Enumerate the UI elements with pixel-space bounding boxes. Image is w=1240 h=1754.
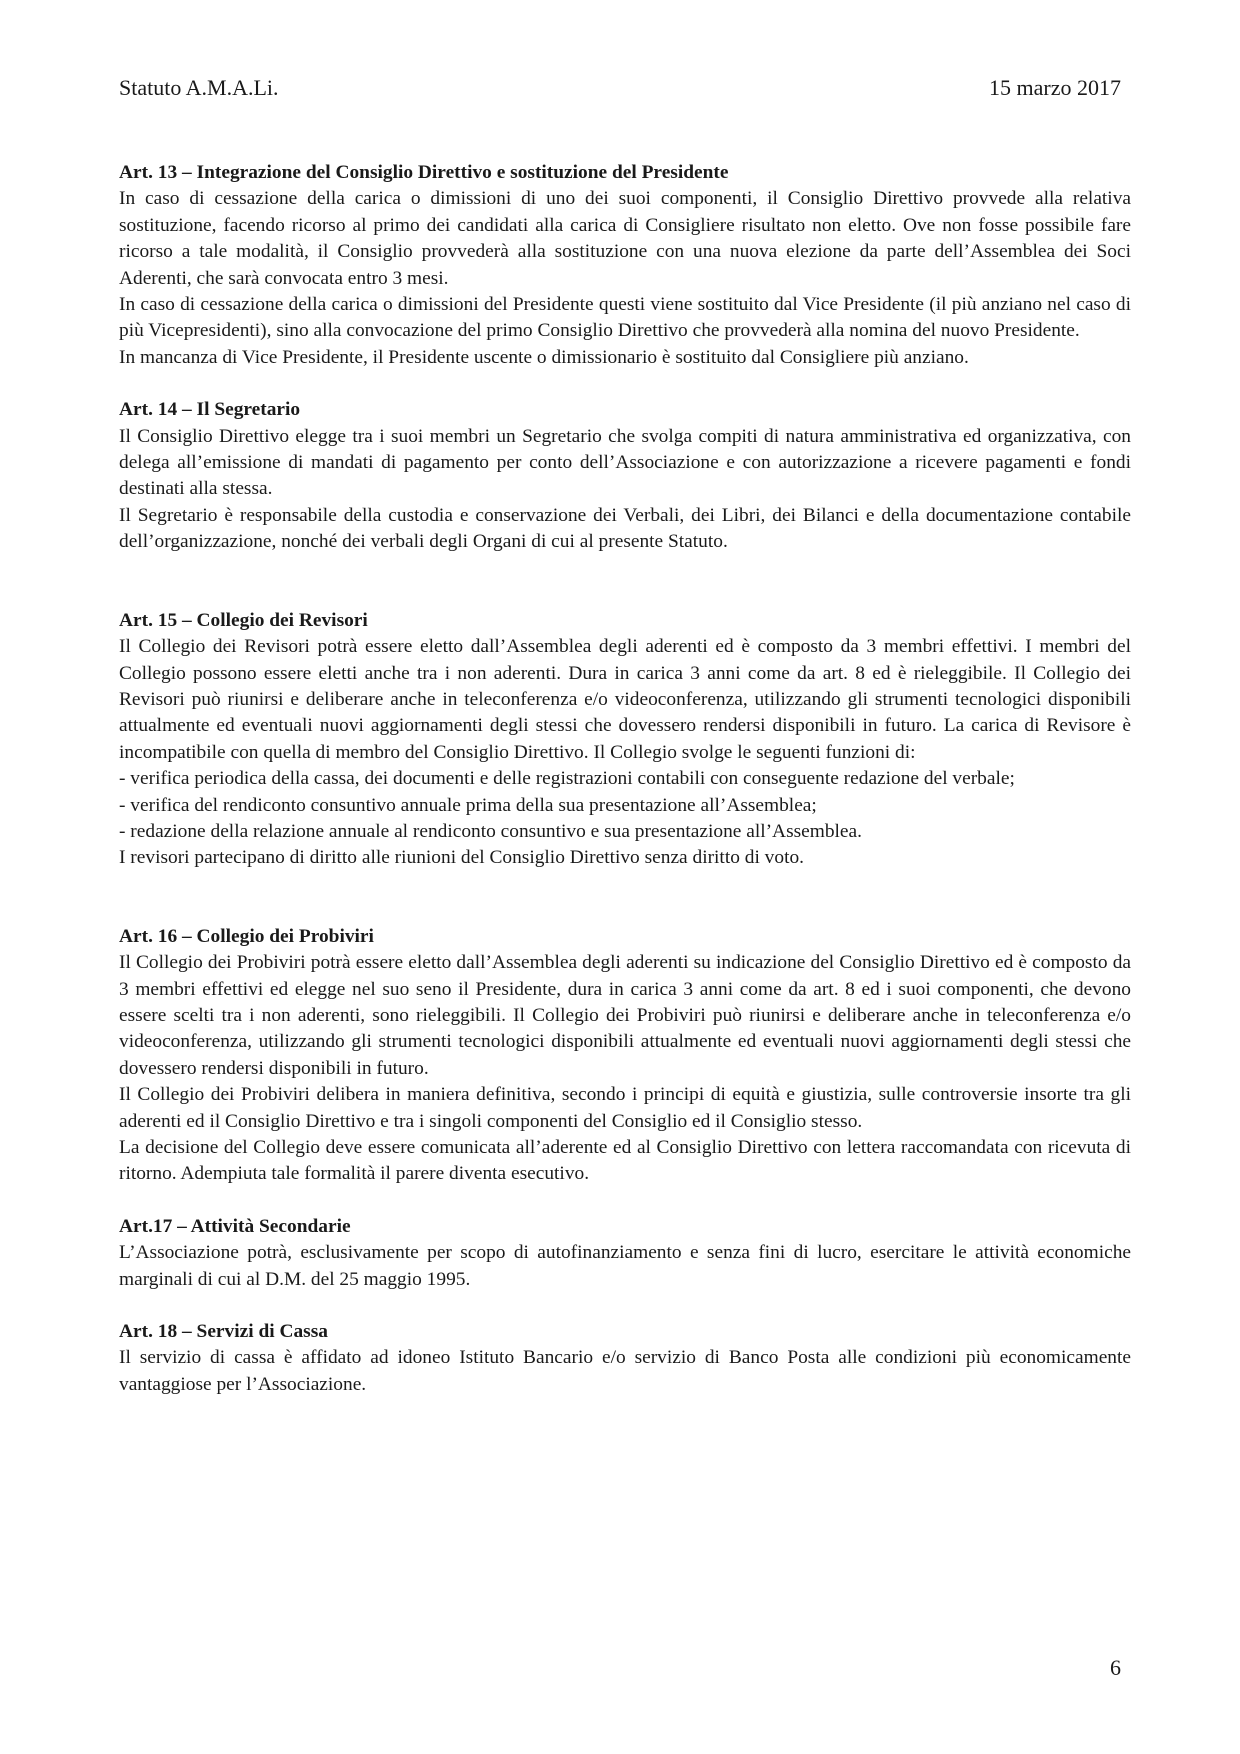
article-paragraph: L’Associazione potrà, esclusivamente per scopo di autofinanziamento e senza fini di lucro, esercitare le attività economiche marginali di cui al D.M. del 25 maggio 1995.	[119, 1242, 1131, 1290]
article-list-item: - verifica del rendiconto consuntivo annuale prima della sua presentazione all’Assemblea;	[119, 794, 817, 816]
article-18	[119, 1319, 1131, 1398]
article-paragraph: Il Consiglio Direttivo elegge tra i suoi membri un Segretario che svolga compiti di natura amministrativa ed organizzativa, con delega all’emissione di mandati di pagamento per conto dell’Associazione e con autorizzazione a ricevere pagamenti e fondi destinati alla stessa.	[119, 425, 1131, 500]
article-heading: Art. 16 – Collegio dei Probiviri	[119, 925, 374, 947]
article-paragraph: Il Segretario è responsabile della custodia e conservazione dei Verbali, dei Libri, dei Bilanci e della documentazione contabile dell’organizzazione, nonché dei verbali degli Organi di cui al presente Statuto.	[119, 504, 1131, 553]
document-date: 15 marzo 2017	[989, 75, 1121, 100]
article-heading: Art.17 – Attività Secondarie	[119, 1215, 351, 1237]
article-13	[119, 160, 1131, 371]
document-title: Statuto A.M.A.Li.	[119, 75, 279, 100]
article-paragraph: In mancanza di Vice Presidente, il Presidente uscente o dimissionario è sostituito dal Consigliere più anziano.	[119, 346, 969, 368]
article-paragraph: Il Collegio dei Probiviri potrà essere eletto dall’Assemblea degli aderenti su indicazione del Consiglio Direttivo ed è composto da 3 membri effettivi ed elegge nel suo seno il Presidente, dura in carica 3 anni come da art. 8 ed i suoi componenti, che devono essere scelti tra i non aderenti, sono rieleggibili. Il Collegio dei Probiviri può riunirsi e deliberare anche in teleconferenza e/o videoconferenza, utilizzando gli strumenti tecnologici disponibili attualmente ed eventuali nuovi aggiornamenti degli stessi che dovessero rendersi disponibili in futuro.	[119, 952, 1131, 1079]
article-14	[119, 397, 1131, 555]
article-list-item: - redazione della relazione annuale al rendiconto consuntivo e sua presentazione all’Assemblea.	[119, 820, 862, 842]
article-heading: Art. 18 – Servizi di Cassa	[119, 1321, 328, 1343]
article-list-item: - verifica periodica della cassa, dei documenti e delle registrazioni contabili con conseguente redazione del verbale;	[119, 768, 1015, 790]
article-paragraph: La decisione del Collegio deve essere comunicata all’aderente ed al Consiglio Direttivo con lettera raccomandata con ricevuta di ritorno. Adempiuta tale formalità il parere diventa esecutivo.	[119, 1137, 1131, 1185]
article-paragraph: In caso di cessazione della carica o dimissioni di uno dei suoi componenti, il Consiglio Direttivo provvede alla relativa sostituzione, facendo ricorso al primo dei candidati alla carica di Consigliere risultato non eletto. Ove non fosse possibile fare ricorso a tale modalità, il Consiglio provvederà alla sostituzione con una nuova elezione da parte dell’Assemblea dei Soci Aderenti, che sarà convocata entro 3 mesi.	[119, 188, 1131, 289]
article-15	[119, 608, 1131, 872]
article-16	[119, 924, 1131, 1188]
article-paragraph: Il Collegio dei Revisori potrà essere eletto dall’Assemblea degli aderenti ed è composto da 3 membri effettivi. I membri del Collegio possono essere eletti anche tra i non aderenti. Dura in carica 3 anni come da art. 8 ed è rieleggibile. Il Collegio dei Revisori può riunirsi e deliberare anche in teleconferenza e/o videoconferenza, utilizzando gli strumenti tecnologici disponibili attualmente ed eventuali nuovi aggiornamenti degli stessi che dovessero rendersi disponibili in futuro. La carica di Revisore è incompatibile con quella di membro del Consiglio Direttivo. Il Collegio svolge le seguenti funzioni di:	[119, 636, 1131, 763]
article-paragraph: Il servizio di cassa è affidato ad idoneo Istituto Bancario e/o servizio di Banco Posta alle condizioni più economicamente vantaggiose per l’Associazione.	[119, 1347, 1131, 1395]
article-paragraph: In caso di cessazione della carica o dimissioni del Presidente questi viene sostituito dal Vice Presidente (il più anziano nel caso di più Vicepresidenti), sino alla convocazione del primo Consiglio Direttivo che provvederà alla nomina del nuovo Presidente.	[119, 294, 1131, 342]
article-17	[119, 1214, 1131, 1293]
article-heading: Art. 13 – Integrazione del Consiglio Direttivo e sostituzione del Presidente	[119, 162, 729, 183]
article-paragraph: Il Collegio dei Probiviri delibera in maniera definitiva, secondo i principi di equità e giustizia, sulle controversie insorte tra gli aderenti ed il Consiglio Direttivo e tra i singoli componenti del Consiglio ed il Consiglio stesso.	[119, 1084, 1131, 1132]
article-paragraph: I revisori partecipano di diritto alle riunioni del Consiglio Direttivo senza diritto di voto.	[119, 847, 804, 869]
document-body	[119, 160, 1131, 1398]
article-heading: Art. 15 – Collegio dei Revisori	[119, 609, 368, 631]
article-heading: Art. 14 – Il Segretario	[119, 399, 301, 421]
page-number: 6	[1110, 1655, 1121, 1680]
